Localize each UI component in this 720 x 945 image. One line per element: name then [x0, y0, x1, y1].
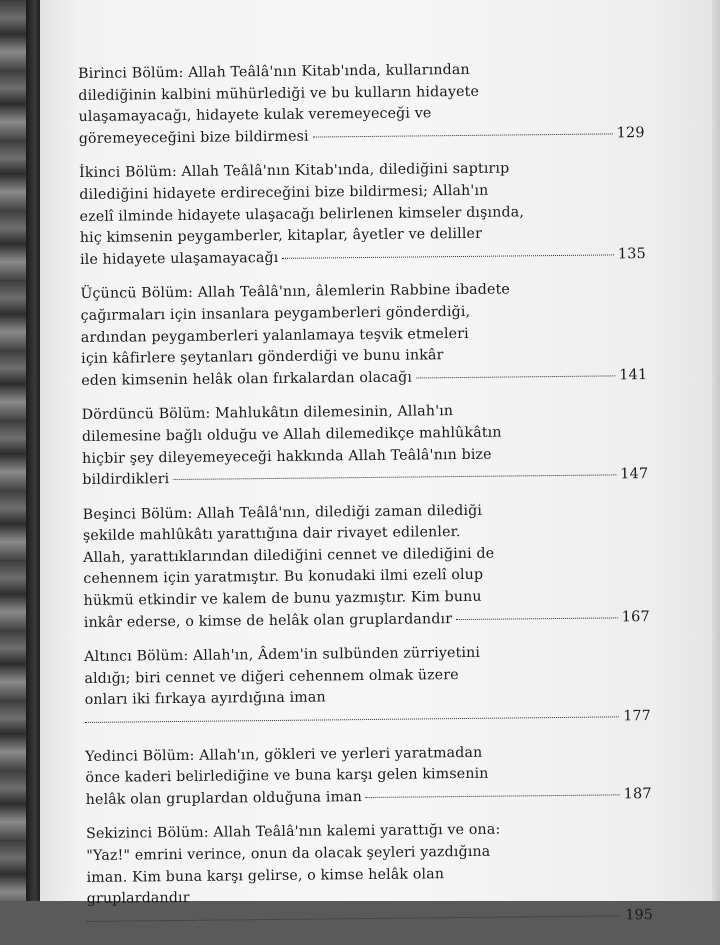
toc-entry-line: bildirdikleri	[82, 471, 170, 489]
toc-entry-line: için kâfirlere şeytanları gönderdiği ve bunu inkâr	[81, 347, 444, 368]
dot-leader	[456, 617, 618, 620]
toc-entry-line: göremeyeceğini bize bildirmesi	[78, 128, 309, 147]
toc-entry-line: Dördüncü Bölüm: Mahlukâtın dilemesinin, Allah'ın	[81, 403, 454, 424]
toc-entry-line: Yedinci Bölüm: Allah'ın, gökleri ve yerleri yaratmadan	[85, 744, 483, 765]
page-number: 195	[625, 906, 654, 924]
toc-entry-line: inkâr ederse, o kimse de helâk olan gruplardandır	[83, 610, 453, 631]
toc-entry	[84, 641, 651, 733]
toc-entry-line: hiç kimsenin peygamberler, kitaplar, âyetler ve deliller	[79, 225, 483, 247]
toc-entry-line: ulaşamayacağı, hidayete kulak veremeyeceği ve	[78, 105, 432, 126]
toc-entry-line: İkinci Bölüm: Allah Teâlâ'nın Kitab'ında, dilediğini saptırıp	[79, 160, 510, 182]
toc-entry-line: Sekizinci Bölüm: Allah Teâlâ'nın kalemi yarattığı ve ona:	[85, 822, 501, 843]
page-number: 129	[616, 124, 645, 142]
dot-leader	[87, 915, 621, 922]
page-number: 141	[619, 366, 648, 384]
toc-entry-line: "Yaz!" emrini verince, onun da olacak şeyleri yazdığına	[86, 843, 491, 864]
toc-entry-line: iman. Kim buna karşı gelirse, o kimse helâk olan	[86, 865, 445, 886]
book-spine	[26, 0, 40, 901]
toc-entry-line: onları iki fırkaya ayırdığına iman	[84, 689, 326, 709]
toc-entry-last-line	[86, 784, 652, 812]
toc-entry-last-line	[84, 607, 650, 635]
toc-entry	[78, 58, 645, 150]
page-edge	[712, 0, 720, 901]
table-of-contents	[78, 58, 653, 945]
page-number: 177	[623, 708, 651, 725]
toc-entry	[79, 157, 646, 271]
toc-entry-line: hiçbir şey dileyemeyeceği hakkında Allah Teâlâ'nın bize	[82, 446, 492, 467]
toc-entry	[80, 278, 647, 392]
toc-entry-line: Üçüncü Bölüm: Allah Teâlâ'nın, âlemlerin Rabbine ibadete	[80, 281, 511, 303]
toc-entry	[82, 399, 649, 491]
page-number: 147	[620, 466, 649, 483]
toc-entry-line: Allah, yarattıklarından dilediğini cennet ve dilediğini de	[83, 545, 495, 566]
toc-entry-line: ile hidayete ulaşamayacağı	[79, 249, 279, 268]
toc-entry-line: Beşinci Bölüm: Allah Teâlâ'nın, dilediği zaman dilediği	[82, 502, 483, 523]
toc-entry-line: Altıncı Bölüm: Allah'ın, Âdem'in sulbünden zürriyetini	[84, 645, 481, 666]
toc-entry-line: çağırmaları için insanlara peygamberleri gönderdiği,	[80, 303, 471, 324]
toc-entry-line: helâk olan gruplardan olduğuna iman	[85, 788, 363, 808]
toc-entry-line: hükmü etkindir ve kalem de bunu yazmıştır. Kim bunu	[83, 588, 482, 610]
toc-entry-line: şekilde mahlûkâtı yarattığına dair rivayet edilenler.	[82, 524, 461, 545]
toc-entry	[83, 499, 650, 634]
page-number: 135	[617, 245, 647, 263]
toc-entry-line: eden kimsenin helâk olan fırkalardan olacağı	[81, 369, 413, 389]
toc-entry-line: dilediğinin kalbini mühürlediği ve bu kulların hidayete	[78, 83, 480, 104]
page-number: 187	[623, 785, 652, 803]
dot-leader	[416, 375, 615, 378]
toc-entry	[85, 741, 652, 812]
dot-leader	[85, 716, 619, 723]
toc-entry-line: gruplardandır	[86, 890, 190, 908]
toc-entry-line: ardından peygamberleri yalanlamaya teşvik etmeleri	[80, 325, 469, 346]
dot-leader	[282, 254, 613, 258]
dot-leader	[313, 133, 613, 137]
toc-entry-last-line	[80, 244, 646, 272]
toc-entry-last-line	[79, 123, 645, 151]
toc-entry-line: Birinci Bölüm: Allah Teâlâ'nın Kitab'ında, kullarından	[78, 61, 470, 82]
toc-entry-line: cehennem için yaratmıştır. Bu konudaki ilmi ezelî olup	[83, 567, 484, 588]
page-number: 167	[621, 608, 650, 625]
toc-entry-line: önce kaderi belirlediğine ve buna karşı gelen kimsenin	[85, 765, 489, 787]
toc-entry-line: dilediğini hidayete erdireceğini bize bildirmesi; Allah'ın	[79, 182, 489, 203]
toc-entry-last-line	[82, 464, 648, 492]
toc-entry-line: ezelî ilminde hidayete ulaşacağı belirlenen kimseler dışında,	[79, 203, 525, 225]
dot-leader	[173, 474, 616, 480]
toc-entry	[86, 818, 653, 932]
toc-entry-last-line	[81, 365, 647, 393]
dot-leader	[366, 794, 620, 798]
toc-entry-line: aldığı; biri cennet ve diğeri cehennem olmak üzere	[84, 666, 459, 687]
toc-entry-line: dilemesine bağlı olduğu ve Allah dilemedikçe mahlûkâtın	[81, 424, 502, 445]
